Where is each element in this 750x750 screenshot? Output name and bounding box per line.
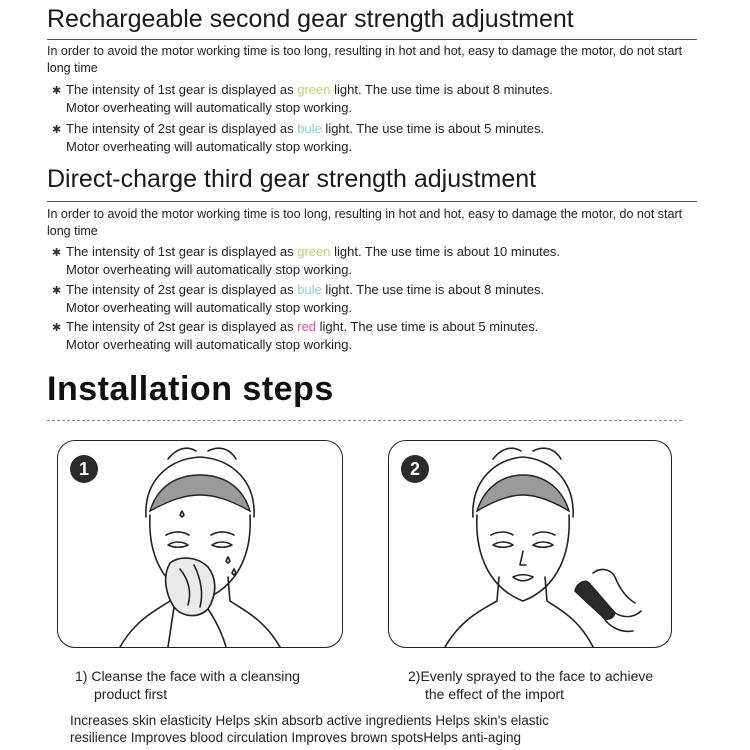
bullet-star-icon: ✱ xyxy=(52,85,62,97)
step2-caption: 2)Evenly sprayed to the face to achieve the effect of the import xyxy=(408,668,654,702)
bullet-star-icon: ✱ xyxy=(52,285,62,297)
color-word-blue: bule xyxy=(297,282,322,297)
step1-badge: 1 xyxy=(70,455,98,483)
benefits-text: Increases skin elasticity Helps skin absorb active ingredients Helps skin's elastic resilience Improves blood circulation Improves brown spotsHelps anti-aging xyxy=(70,713,550,745)
bullet-star-icon: ✱ xyxy=(52,322,62,334)
section1-intro: In order to avoid the motor working time is too long, resulting in hot and hot, easy to damage the motor, do not start long time xyxy=(47,44,683,75)
color-word-green: green xyxy=(297,82,331,97)
section2-item: ✱ The intensity of 2st gear is displayed as red light. The use time is about 5 minutes. Motor overheating will automatically stop working. xyxy=(52,319,539,352)
color-word-green: green xyxy=(297,244,331,259)
section1-item: ✱ The intensity of 1st gear is displayed as green light. The use time is about 8 minutes. Motor overheating will automatically stop working. xyxy=(52,82,553,115)
section2-intro: In order to avoid the motor working time is too long, resulting in hot and hot, easy to damage the motor, do not start long time xyxy=(47,207,683,238)
section2-rule xyxy=(47,201,697,202)
step2-badge: 2 xyxy=(401,455,429,483)
step1-panel xyxy=(57,440,343,648)
step1-caption: 1) Cleanse the face with a cleansing product first xyxy=(75,668,300,702)
section1-title: Rechargeable second gear strength adjustment xyxy=(47,5,574,33)
section2-item: ✱ The intensity of 2st gear is displayed as bule light. The use time is about 8 minutes. Motor overheating will automatically stop working. xyxy=(52,282,545,315)
face-spraying-illustration xyxy=(389,441,671,647)
color-word-red: red xyxy=(297,319,317,334)
section2-title: Direct-charge third gear strength adjustment xyxy=(47,165,537,193)
section1-rule xyxy=(47,39,697,40)
bullet-star-icon: ✱ xyxy=(52,247,62,259)
section2-item: ✱ The intensity of 1st gear is displayed as green light. The use time is about 10 minutes. Motor overheating will automatically stop working. xyxy=(52,244,561,277)
bullet-star-icon: ✱ xyxy=(52,124,62,136)
section1-item: ✱ The intensity of 2st gear is displayed as bule light. The use time is about 5 minutes. Motor overheating will automatically stop working. xyxy=(52,121,545,154)
dashed-divider xyxy=(47,420,682,421)
step2-panel xyxy=(388,440,672,648)
face-cleansing-illustration xyxy=(58,441,342,647)
color-word-blue: bule xyxy=(297,121,322,136)
installation-title: Installation steps xyxy=(47,370,334,408)
